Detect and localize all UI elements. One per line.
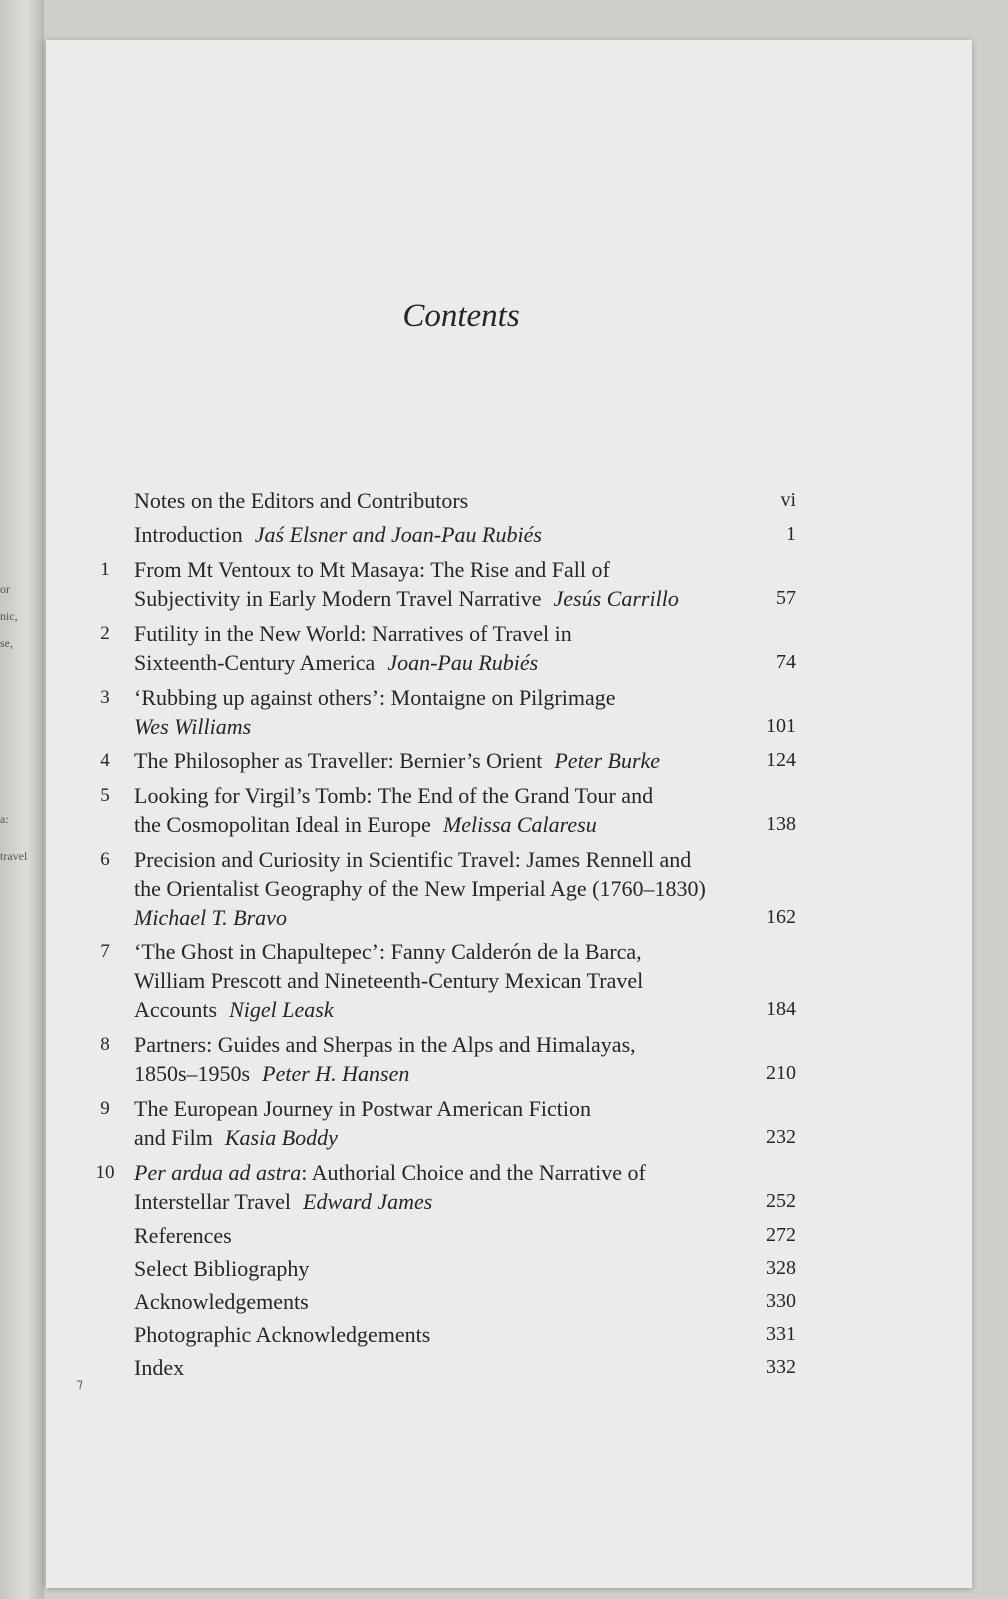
page-number: 101 <box>766 715 796 737</box>
entry-title <box>134 683 736 741</box>
entry-line <box>134 520 728 549</box>
title-text: the Cosmopolitan Ideal in Europe <box>134 812 431 837</box>
author-name: Peter H. Hansen <box>262 1061 410 1086</box>
title-text: Acknowledgements <box>134 1289 309 1314</box>
entry-line <box>134 1221 728 1250</box>
title-text: Sixteenth-Century America <box>134 650 376 675</box>
author-name: Melissa Calaresu <box>442 812 597 837</box>
entry-line <box>134 1094 728 1123</box>
entry-title <box>134 486 736 515</box>
title-text: Precision and Curiosity in Scientific Travel: James Rennell and <box>134 847 692 872</box>
page-number: vi <box>780 489 796 511</box>
entry-line <box>134 810 728 839</box>
toc-entry <box>76 486 796 515</box>
entry-title <box>134 1158 736 1216</box>
entry-title <box>134 937 736 1024</box>
book-page <box>46 40 972 1588</box>
chapter-number: 8 <box>100 1034 110 1055</box>
entry-title <box>134 746 736 775</box>
title-text: Notes on the Editors and Contributors <box>134 488 469 513</box>
entry-title <box>134 1320 736 1349</box>
toc-entry <box>76 781 796 839</box>
entry-line <box>134 712 728 741</box>
entry-line <box>134 937 728 966</box>
entry-title <box>134 845 736 932</box>
toc-entry <box>76 520 796 549</box>
title-text: Photographic Acknowledgements <box>134 1322 431 1347</box>
title-text: the Orientalist Geography of the New Imperial Age (1760–1830) <box>134 876 706 901</box>
author-name: Joan-Pau Rubiés <box>387 650 539 675</box>
italic-title: Per ardua ad astra <box>134 1160 302 1185</box>
author-name: Michael T. Bravo <box>134 905 287 930</box>
chapter-number: 5 <box>100 785 110 806</box>
toc-entry <box>76 1094 796 1152</box>
page-number: 272 <box>766 1224 796 1246</box>
chapter-number: 4 <box>100 750 110 771</box>
entry-title <box>134 1254 736 1283</box>
entry-title <box>134 619 736 677</box>
toc-entry <box>76 937 796 1024</box>
entry-line <box>134 1320 728 1349</box>
page-number: 232 <box>766 1126 796 1148</box>
entry-title <box>134 1353 736 1382</box>
entry-line <box>134 1353 728 1382</box>
toc-entry <box>76 619 796 677</box>
entry-line <box>134 874 728 903</box>
entry-line <box>134 781 728 810</box>
title-text: Interstellar Travel <box>134 1189 292 1214</box>
page-number: 328 <box>766 1257 796 1279</box>
page-number: 252 <box>766 1190 796 1212</box>
page-number: 1 <box>786 523 796 545</box>
entry-title <box>134 781 736 839</box>
margin-fragment: nic, <box>0 609 18 623</box>
entry-title <box>134 1287 736 1316</box>
title-text: Select Bibliography <box>134 1256 310 1281</box>
chapter-number: 9 <box>100 1098 110 1119</box>
entry-title <box>134 1030 736 1088</box>
margin-fragment: travel <box>0 849 28 863</box>
entry-line <box>134 903 728 932</box>
toc-entry <box>76 1030 796 1088</box>
entry-line <box>134 995 728 1024</box>
title-text: The Philosopher as Traveller: Bernier’s Orient <box>134 748 543 773</box>
entry-line <box>134 1158 728 1187</box>
title-text: Accounts <box>134 997 218 1022</box>
entry-title <box>134 1221 736 1250</box>
entry-line <box>134 1287 728 1316</box>
toc-entry <box>76 1320 796 1349</box>
page-number: 184 <box>766 998 796 1020</box>
chapter-number: 10 <box>95 1162 115 1183</box>
toc-entry <box>76 845 796 932</box>
title-text: Looking for Virgil’s Tomb: The End of the Grand Tour and <box>134 783 654 808</box>
margin-fragment: or <box>0 582 10 596</box>
title-text: ‘The Ghost in Chapultepec’: Fanny Calderón de la Barca, <box>134 939 642 964</box>
chapter-number: 2 <box>100 623 110 644</box>
entry-line <box>134 1059 728 1088</box>
entry-line <box>134 683 728 712</box>
toc-entry <box>76 555 796 613</box>
title-text: Partners: Guides and Sherpas in the Alps and Himalayas, <box>134 1032 636 1057</box>
entry-line <box>134 619 728 648</box>
title-text: The European Journey in Postwar American Fiction <box>134 1096 592 1121</box>
table-of-contents <box>76 481 796 1382</box>
page-title: Contents <box>402 298 520 334</box>
title-text: Index <box>134 1355 185 1380</box>
page-number: 331 <box>766 1323 796 1345</box>
author-name: Edward James <box>303 1189 433 1214</box>
author-name: Jesús Carrillo <box>553 586 679 611</box>
toc-entry <box>76 1353 796 1382</box>
page-number: 57 <box>776 587 796 609</box>
entry-line <box>134 845 728 874</box>
author-name: Kasia Boddy <box>224 1125 338 1150</box>
title-text: From Mt Ventoux to Mt Masaya: The Rise and Fall of <box>134 557 610 582</box>
entry-line <box>134 966 728 995</box>
chapter-number: 7 <box>100 941 110 962</box>
entry-line <box>134 555 728 584</box>
toc-entry <box>76 683 796 741</box>
entry-title <box>134 520 736 549</box>
entry-title <box>134 1094 736 1152</box>
author-name: Peter Burke <box>554 748 661 773</box>
entry-line <box>134 1187 728 1216</box>
entry-line <box>134 746 728 775</box>
title-text: Introduction <box>134 522 243 547</box>
page-number: 210 <box>766 1062 796 1084</box>
margin-fragment: a: <box>0 812 9 826</box>
entry-title <box>134 555 736 613</box>
page-number: 124 <box>766 749 796 771</box>
title-text: : Authorial Choice and the Narrative of <box>301 1160 646 1185</box>
author-name: Nigel Leask <box>229 997 334 1022</box>
author-name: Wes Williams <box>134 714 252 739</box>
adjacent-page-edge <box>0 0 44 1599</box>
page-number: 74 <box>776 651 796 673</box>
entry-line <box>134 1254 728 1283</box>
title-text: References <box>134 1223 232 1248</box>
chapter-number: 6 <box>100 849 110 870</box>
toc-entry <box>76 1221 796 1250</box>
page-number: 138 <box>766 813 796 835</box>
entry-line <box>134 584 728 613</box>
chapter-number: 1 <box>100 559 110 580</box>
toc-entry <box>76 1158 796 1216</box>
page-number: 162 <box>766 906 796 928</box>
toc-entry <box>76 1254 796 1283</box>
page-number: 330 <box>766 1290 796 1312</box>
title-text: Futility in the New World: Narratives of Travel in <box>134 621 572 646</box>
title-text: Subjectivity in Early Modern Travel Narrative <box>134 586 542 611</box>
title-text: and Film <box>134 1125 213 1150</box>
title-text: William Prescott and Nineteenth-Century Mexican Travel <box>134 968 644 993</box>
title-text: 1850s–1950s <box>134 1061 251 1086</box>
margin-fragment: se, <box>0 636 13 650</box>
toc-entry <box>76 746 796 775</box>
toc-entry <box>76 1287 796 1316</box>
page-number: 332 <box>766 1356 796 1378</box>
author-name: Jaś Elsner and Joan-Pau Rubiés <box>254 522 542 547</box>
chapter-number: 3 <box>100 687 110 708</box>
corner-mark: ⁊ <box>76 1377 83 1392</box>
entry-line <box>134 648 728 677</box>
entry-line <box>134 486 728 515</box>
title-text: ‘Rubbing up against others’: Montaigne on Pilgrimage <box>134 685 616 710</box>
entry-line <box>134 1030 728 1059</box>
entry-line <box>134 1123 728 1152</box>
